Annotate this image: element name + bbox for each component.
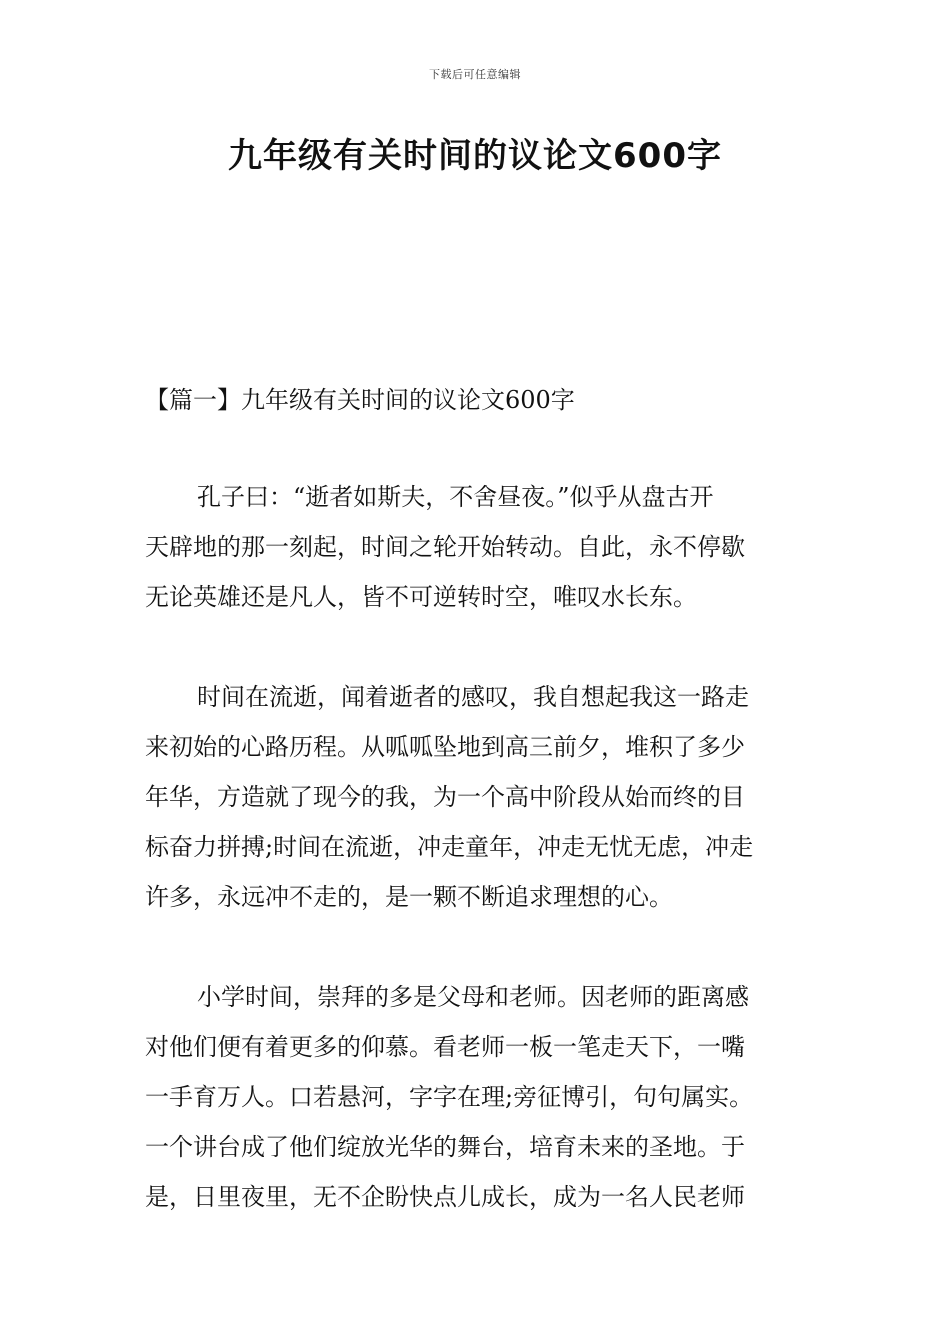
paragraph-line: 标奋力拼搏;时间在流逝，冲走童年，冲走无忧无虑，冲走 [145, 833, 754, 861]
paragraph-line: 对他们便有着更多的仰慕。看老师一板一笔走天下，一嘴 [145, 1033, 745, 1061]
paragraph-line: 孔子曰：“逝者如斯夫，不舍昼夜。”似乎从盘古开 [197, 483, 714, 511]
paragraph-3 [145, 972, 810, 1222]
paragraph-line: 天辟地的那一刻起，时间之轮开始转动。自此，永不停歇 [145, 533, 745, 561]
paragraph-line: 许多，永远冲不走的，是一颗不断追求理想的心。 [145, 883, 673, 911]
paragraph-1 [145, 472, 810, 622]
header-note: 下载后可任意编辑 [429, 68, 521, 81]
paragraph-line: 小学时间，崇拜的多是父母和老师。因老师的距离感 [197, 983, 749, 1011]
document-title: 九年级有关时间的议论文600字 [228, 136, 722, 176]
paragraph-2 [145, 672, 810, 922]
paragraph-line: 无论英雄还是凡人，皆不可逆转时空，唯叹水长东。 [145, 583, 697, 611]
paragraph-line: 是，日里夜里，无不企盼快点儿成长，成为一名人民老师 [145, 1183, 745, 1211]
paragraph-line: 一手育万人。口若悬河，字字在理;旁征博引，句句属实。 [145, 1083, 754, 1111]
paragraph-line: 一个讲台成了他们绽放光华的舞台，培育未来的圣地。于 [145, 1133, 745, 1161]
paragraph-line: 时间在流逝，闻着逝者的感叹，我自想起我这一路走 [197, 683, 749, 711]
section-heading: 【篇一】九年级有关时间的议论文600字 [145, 386, 575, 414]
paragraph-line: 年华，方造就了现今的我，为一个高中阶段从始而终的目 [145, 783, 745, 811]
paragraph-line: 来初始的心路历程。从呱呱坠地到高三前夕，堆积了多少 [145, 733, 745, 761]
